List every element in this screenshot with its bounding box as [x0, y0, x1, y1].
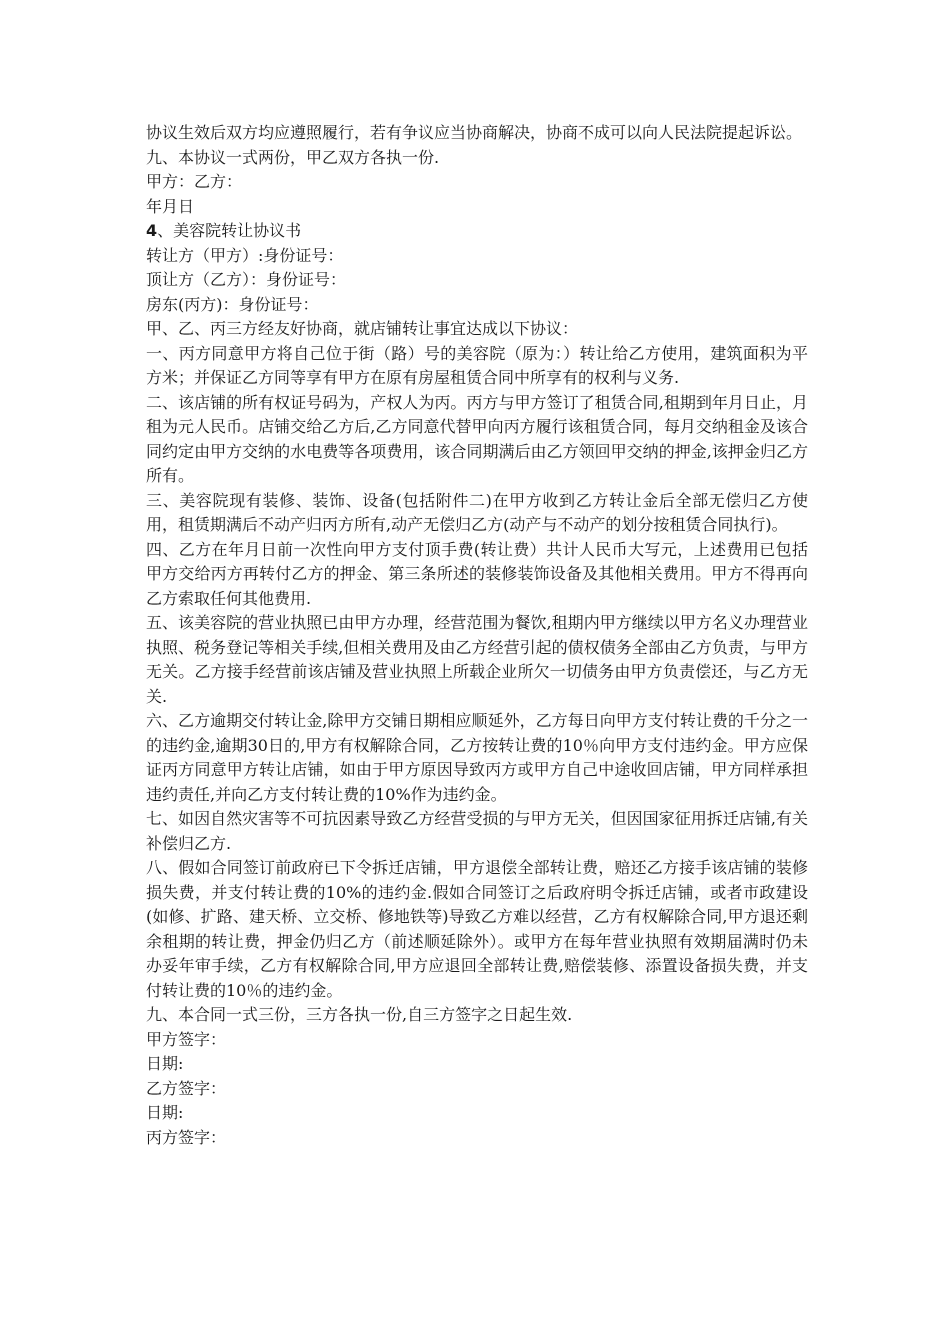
clause-3: 三、美容院现有装修、装饰、设备(包括附件二)在甲方收到乙方转让金后全部无偿归乙方使用，租赁期满后不动产归丙方所有,动产无偿归乙方(动产与不动产的划分按租赁合同执行)。 [146, 490, 808, 534]
clause-1: 一、丙方同意甲方将自己位于街（路）号的美容院（原为：）转让给乙方使用，建筑面积为平方米；并保证乙方同等享有甲方在原有房屋租赁合同中所享有的权利与义务. [146, 343, 808, 387]
party-a-signature: 甲方签字： [146, 1029, 227, 1049]
party-a-line: 转让方（甲方）:身份证号： [146, 245, 344, 265]
party-b-date: 日期: [146, 1103, 184, 1122]
document-body [146, 121, 808, 1150]
section-heading [146, 219, 808, 244]
section-title: 、美容院转让协议书 [157, 221, 302, 240]
party-c-signature: 丙方签字： [146, 1127, 227, 1147]
clause-5: 五、该美容院的营业执照已由甲方办理，经营范围为餐饮,租期内甲方继续以甲方名义办理营业执照、税务登记等相关手续,但相关费用及由乙方经营引起的债权债务全部由乙方负责，与甲方无关。乙方接手经营前该店铺及营业执照上所载企业所欠一切债务由甲方负责偿还，与乙方无关. [146, 613, 808, 706]
paragraph-copies-clause: 九、本协议一式两份，甲乙双方各执一份. [146, 147, 440, 167]
clause-8: 八、假如合同签订前政府已下令拆迁店铺，甲方退偿全部转让费，赔还乙方接手该店铺的装修损失费，并支付转让费的10%的违约金.假如合同签订之后政府明令拆迁店铺，或者市政建设(如修、扩路、建天桥、立交桥、修地铁等)导致乙方难以经营，乙方有权解除合同,甲方退还剩余租期的转让费，押金仍归乙方（前述顺延除外）。或甲方在每年营业执照有效期届满时仍未办妥年审手续，乙方有权解除合同,甲方应退回全部转让费,赔偿装修、添置设备损失费，并支付转让费的10％的违约金。 [146, 858, 808, 1000]
paragraph-dispute-clause: 协议生效后双方均应遵照履行，若有争议应当协商解决，协商不成可以向人民法院提起诉讼。 [146, 123, 803, 142]
clause-4: 四、乙方在年月日前一次性向甲方支付顶手费(转让费）共计人民币大写元，上述费用已包括甲方交给丙方再转付乙方的押金、第三条所述的装修装饰设备及其他相关费用。甲方不得再向乙方索取任何其他费用. [146, 539, 808, 608]
section-number: 4 [146, 221, 158, 240]
party-a-date: 日期: [146, 1054, 184, 1073]
signature-parties-line: 甲方：乙方： [146, 172, 243, 191]
preamble-paragraph: 甲、乙、丙三方经友好协商，就店铺转让事宜达成以下协议： [146, 319, 579, 338]
party-b-signature: 乙方签字： [146, 1078, 227, 1098]
clause-2: 二、该店铺的所有权证号码为，产权人为丙。丙方与甲方签订了租赁合同,租期到年月日止，月租为元人民币。店铺交给乙方后,乙方同意代替甲向丙方履行该租赁合同，每月交纳租金及该合同约定由甲方交纳的水电费等各项费用，该合同期满后由乙方领回甲交纳的押金,该押金归乙方所有。 [146, 392, 808, 485]
party-b-line: 顶让方（乙方）：身份证号： [146, 270, 347, 289]
date-line: 年月日 [146, 196, 195, 216]
clause-9: 九、本合同一式三份，三方各执一份,自三方签字之日起生效. [146, 1005, 573, 1024]
clause-7: 七、如因自然灾害等不可抗因素导致乙方经营受损的与甲方无关，但因国家征用拆迁店铺,有关补偿归乙方. [146, 809, 808, 853]
clause-6: 六、乙方逾期交付转让金,除甲方交铺日期相应顺延外，乙方每日向甲方支付转让费的千分之一的违约金,逾期30日的,甲方有权解除合同，乙方按转让费的10％向甲方支付违约金。甲方应保证丙方同意甲方转让店铺，如由于甲方原因导致丙方或甲方自己中途收回店铺，甲方同样承担违约责任,并向乙方支付转让费的10%作为违约金。 [146, 711, 808, 804]
party-c-line: 房东(丙方)：身份证号： [146, 294, 319, 314]
